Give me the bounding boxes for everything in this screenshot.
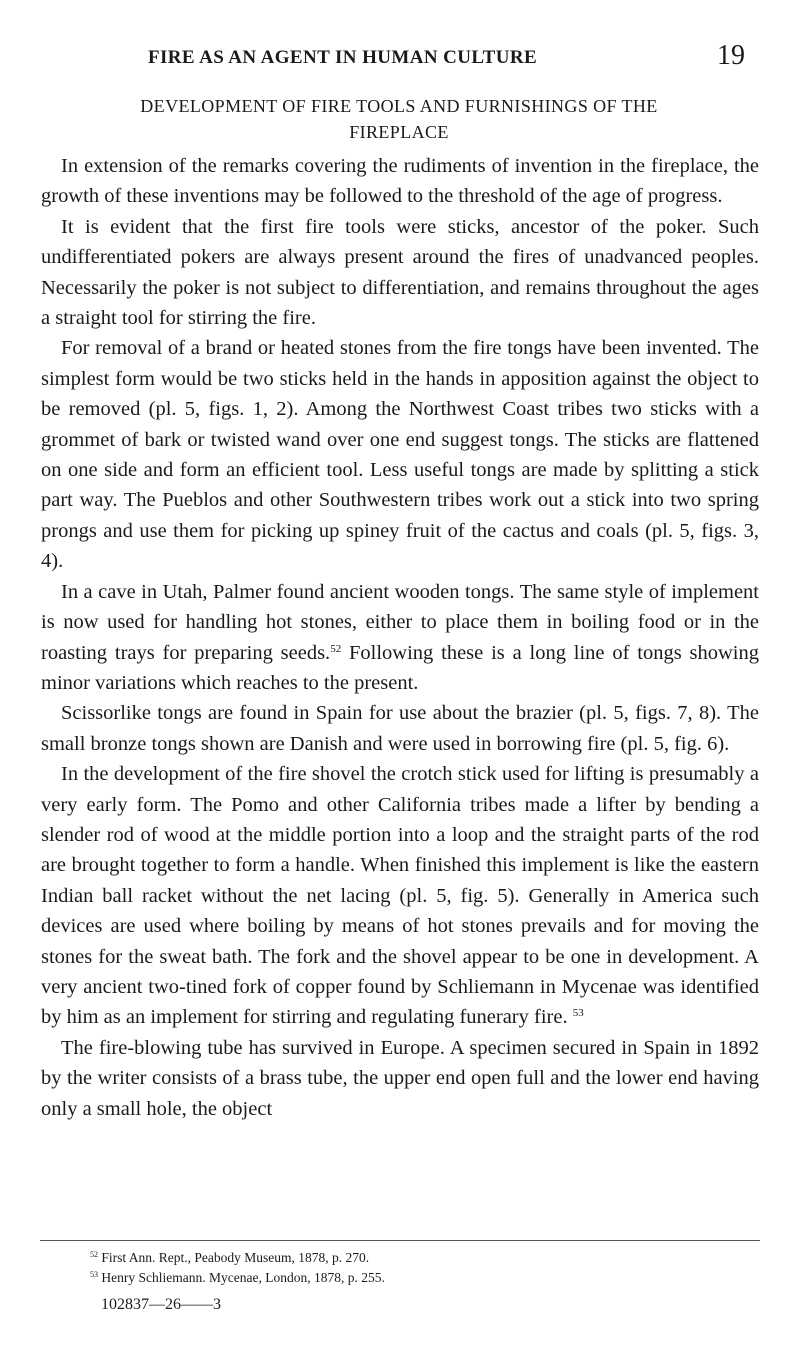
paragraph-6 — [41, 759, 759, 1033]
footnote-text: First Ann. Rept., Peabody Museum, 1878, p. 270. — [101, 1250, 370, 1265]
paragraph-5: Scissorlike tongs are found in Spain for use about the brazier (pl. 5, figs. 7, 8). The small bronze tongs shown are Danish and were used in borrowing fire (pl. 5, fig. 6). — [41, 702, 759, 755]
footnote-53 — [90, 1268, 750, 1288]
footnote-ref-52: 52 — [330, 642, 342, 655]
paragraph-7: The fire-blowing tube has survived in Europe. A specimen secured in Spain in 1892 by the writer consists of a brass tube, the upper end open full and the lower end having only a small hole, the object — [41, 1036, 759, 1120]
footnote-mark: 52 — [90, 1250, 98, 1259]
footnote-mark: 53 — [90, 1270, 98, 1279]
paragraph-4 — [41, 577, 759, 699]
footnote-divider — [40, 1240, 760, 1241]
page-number: 19 — [717, 40, 745, 71]
paragraph-4-text: In a cave in Utah, Palmer found ancient wooden tongs. The same style of implement is now used for handling hot stones, either to place them in boiling food or in the roasting trays for preparing seeds. — [41, 580, 759, 664]
footnotes — [90, 1248, 750, 1288]
paragraph-4-tail: Following these is a long line of tongs showing minor variations which reaches to the present. — [41, 641, 759, 694]
paragraph-1: In extension of the remarks covering the rudiments of invention in the fireplace, the growth of these inventions may be followed to the threshold of the age of progress. — [41, 155, 759, 208]
paragraph-6-text: In the development of the fire shovel the crotch stick used for lifting is presumably a very early form. The Pomo and other California tribes made a lifter by bending a slender rod of wood at the middle portion into a loop and the straight parts of the rod are brought together to form a handle. When finished this implement is like the eastern Indian ball racket without the net lacing (pl. 5, fig. 5). Generally in America such devices are used where boiling by means of hot stones prevails and for moving the stones for the sweat bath. The fork and the shovel appear to be one in development. A very ancient two-tined fork of copper found by Schliemann in Mycenae was identified by him as an implement for stirring and regulating funerary fire. — [41, 763, 759, 1029]
paragraph-3: For removal of a brand or heated stones from the fire tongs have been invented. The simplest form would be two sticks held in the hands in apposition against the object to be removed (pl. 5, figs. 1, 2). Among the Northwest Coast tribes two sticks with a grommet of bark or twisted wand over one end suggest tongs. The sticks are flattened on one side and form an efficient tool. Less useful tongs are made by splitting a stick part way. The Pueblos and other Southwestern tribes work out a stick into two spring prongs and use them for picking up spiney fruit of the cactus and coals (pl. 5, figs. 3, 4). — [41, 337, 759, 573]
footnote-text: Henry Schliemann. Mycenae, London, 1878, p. 255. — [101, 1270, 385, 1285]
footnote-ref-53: 53 — [572, 1007, 584, 1020]
section-heading-line-1: DEVELOPMENT OF FIRE TOOLS AND FURNISHINGS OF THE — [140, 96, 658, 116]
running-head — [0, 40, 800, 70]
section-heading — [40, 93, 758, 145]
printer-signature: 102837—26——3 — [101, 1296, 221, 1313]
paragraph-2: It is evident that the first fire tools were sticks, ancestor of the poker. Such undifferentiated pokers are always present around the fires of unadvanced peoples. Necessarily the poker is not subject to differentiation, and remains throughout the ages a straight tool for stirring the fire. — [41, 215, 759, 330]
section-heading-line-2: FIREPLACE — [349, 122, 449, 142]
body-text — [41, 151, 759, 1124]
running-title: FIRE AS AN AGENT IN HUMAN CULTURE — [148, 47, 538, 68]
footnote-52 — [90, 1248, 750, 1268]
